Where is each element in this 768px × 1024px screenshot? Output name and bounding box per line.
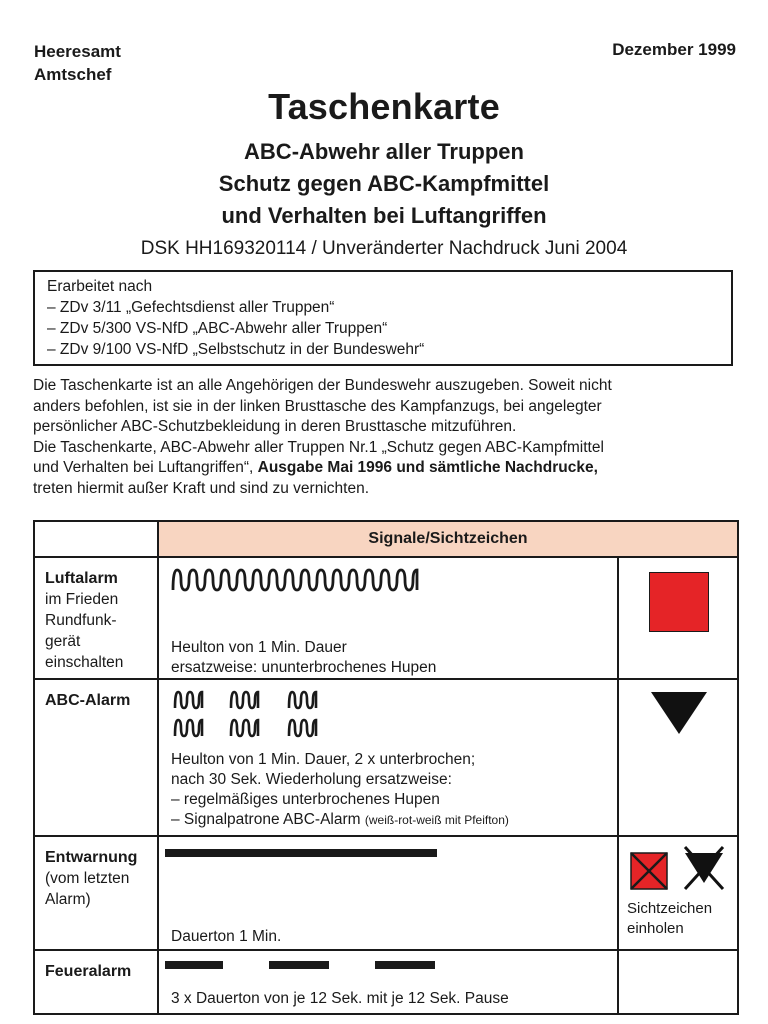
subtitle-line-1: ABC-Abwehr aller Truppen: [244, 139, 524, 164]
table-row-abc-alarm: [34, 679, 738, 836]
tone-bar-icon: [165, 961, 223, 969]
row-label-luftalarm: [34, 557, 158, 679]
description-line: [171, 810, 509, 830]
page-title: Taschenkarte: [268, 86, 500, 127]
source-item: – ZDv 9/100 VS-NfD „Selbstschutz in der Bundeswehr“: [47, 341, 425, 358]
paragraph-line: persönlicher ABC-Schutzbekleidung in deren Brusttasche mitzuführen.: [33, 418, 517, 436]
paragraph-line: treten hiermit außer Kraft und sind zu vernichten.: [33, 479, 369, 497]
signal-name: Feueralarm: [45, 963, 132, 980]
sign-cell-luftalarm: [618, 557, 738, 679]
red-square-sign-icon: [649, 572, 709, 632]
signal-note: Alarm): [45, 891, 91, 908]
instruction-paragraph: [33, 376, 739, 500]
continuous-wave-icon: [171, 566, 421, 596]
signal-name: Luftalarm: [45, 570, 118, 587]
row-label-entwarnung: [34, 836, 158, 950]
signal-note: im Frieden: [45, 591, 119, 608]
tone-bar-icon: [375, 961, 435, 969]
table-row-luftalarm: [34, 557, 738, 679]
sign-cell-abc-alarm: [618, 679, 738, 836]
description-line: Heulton von 1 Min. Dauer: [171, 639, 347, 656]
description-line: nach 30 Sek. Wiederholung ersatzweise:: [171, 771, 452, 788]
signal-name: Entwarnung: [45, 849, 138, 866]
signal-cell-entwarnung: [158, 836, 618, 950]
signals-table: [33, 520, 739, 1015]
row-label-abc-alarm: [34, 679, 158, 836]
sign-cell-entwarnung: [618, 836, 738, 950]
description-line: 3 x Dauerton von je 12 Sek. mit je 12 Sek. Pause: [171, 990, 509, 1007]
table-row-feueralarm: [34, 950, 738, 1014]
paragraph-line: [33, 458, 739, 479]
table-row-entwarnung: [34, 836, 738, 950]
signal-cell-luftalarm: [158, 557, 618, 679]
description-line: Heulton von 1 Min. Dauer, 2 x unterbrochen;: [171, 751, 476, 768]
description-note: (weiß-rot-weiß mit Pfeifton): [364, 813, 509, 827]
interrupted-wave-icon: [173, 688, 333, 744]
signal-cell-abc-alarm: [158, 679, 618, 836]
signal-name: ABC-Alarm: [45, 692, 131, 709]
signal-description: [171, 989, 509, 1009]
continuous-tone-bar-icon: [165, 849, 437, 857]
signal-description: [171, 927, 281, 947]
sources-box: [33, 270, 733, 366]
signal-note: (vom letzten: [45, 870, 130, 887]
table-corner-cell: [34, 521, 158, 557]
paragraph-line: Die Taschenkarte, ABC-Abwehr aller Truppen Nr.1 „Schutz gegen ABC-Kampfmittel: [33, 438, 604, 456]
sign-instruction: [627, 899, 712, 939]
table-header-signals: Signale/Sichtzeichen: [158, 521, 738, 557]
signal-note: einschalten: [45, 654, 124, 671]
sign-instruction-line: Sichtzeichen: [627, 900, 713, 917]
row-label-feueralarm: [34, 950, 158, 1014]
issuer-line-2: Amtschef: [34, 65, 112, 84]
subtitle-line-3: und Verhalten bei Luftangriffen: [221, 203, 547, 228]
subtitle-line-2: Schutz gegen ABC-Kampfmittel: [218, 171, 550, 196]
description-line: ersatzweise: ununterbrochenes Hupen: [171, 659, 437, 676]
source-item: – ZDv 3/11 „Gefechtsdienst aller Truppen“: [47, 299, 335, 316]
black-triangle-sign-icon: [649, 690, 709, 736]
signal-description: [171, 750, 509, 830]
dsk-reprint-line: DSK HH169320114 / Unveränderter Nachdruck Juni 2004: [140, 238, 628, 259]
paragraph-text: und Verhalten bei Luftangriffen“,: [33, 459, 258, 477]
source-item: – ZDv 5/300 VS-NfD „ABC-Abwehr aller Truppen“: [47, 320, 388, 337]
signal-note: Rundfunk-: [45, 612, 117, 629]
sources-heading: Erarbeitet nach: [47, 278, 153, 295]
paragraph-line: Die Taschenkarte ist an alle Angehörigen der Bundeswehr auszugeben. Soweit nicht: [33, 377, 612, 394]
signal-description: [171, 638, 436, 678]
description-line: – regelmäßiges unterbrochenes Hupen: [171, 791, 440, 808]
signal-note: gerät: [45, 633, 81, 650]
sign-instruction-line: einholen: [627, 920, 684, 937]
description-line: Dauerton 1 Min.: [171, 928, 282, 945]
issue-date: Dezember 1999: [612, 40, 736, 59]
table-header-row: [34, 521, 738, 557]
issuer-line-1: Heeresamt: [34, 42, 121, 61]
issuer-block: [34, 40, 121, 86]
paragraph-emphasis: Ausgabe Mai 1996 und sämtliche Nachdrucke,: [257, 459, 598, 477]
sign-cell-feueralarm: [618, 950, 738, 1014]
description-text: – Signalpatrone ABC-Alarm: [171, 811, 365, 828]
retract-signs-icon: [629, 845, 729, 897]
paragraph-line: anders befohlen, ist sie in der linken Brusttasche des Kampfanzugs, bei angelegter: [33, 397, 602, 415]
tone-bar-icon: [269, 961, 329, 969]
signal-cell-feueralarm: [158, 950, 618, 1014]
